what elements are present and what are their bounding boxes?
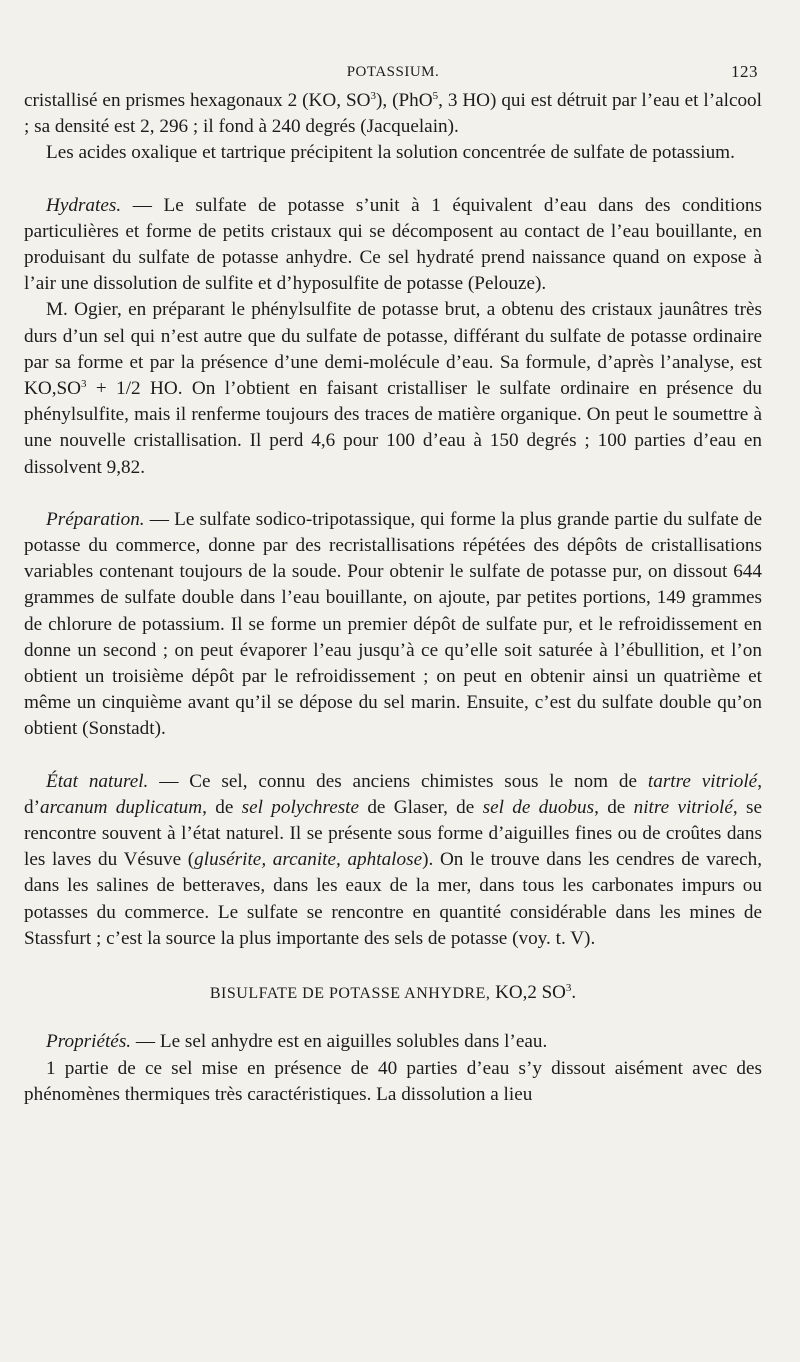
paragraph-label: Hydrates. xyxy=(46,194,122,216)
section-heading xyxy=(24,980,762,1007)
text-run: — Ce sel, connu des anciens chimistes sous le nom de xyxy=(148,770,648,792)
text-run: Les acides oxalique et tartrique précipitent la solution concentrée de sulfate de potassium. xyxy=(46,142,735,164)
paragraph-preparation xyxy=(24,507,762,743)
paragraph-label: Propriétés. xyxy=(46,1031,132,1053)
section-formula: KO,2 SO xyxy=(490,982,566,1004)
superscript: 3 xyxy=(370,90,376,102)
text-run: + 1/2 HO. On l’obtient en faisant cristalliser le sulfate ordinaire en présence du phénylsulfite, mais il renferme toujours des traces de matière organique. On peut le soumettre à une nouvelle cristallisation. Il perd 4,6 pour 100 d’eau à 150 degrés ; 100 parties d’eau en dissolvent 9,82. xyxy=(24,378,762,478)
paragraph-label: État naturel. xyxy=(46,770,149,792)
italic-term: arcanum duplicatum xyxy=(39,796,203,818)
text-run: — Le sulfate sodico-tripotassique, qui forme la plus grande partie du sulfate de potasse du commerce, donne par des recristallisations répétées des dépôts de cristallisations variables contenant toujours de la soude. Pour obtenir le sulfate de potasse pur, on dissout 644 grammes de sulfate double dans l’eau bouillante, on ajoute, par petites portions, 149 grammes de chlorure de potassium. Il se forme un premier dépôt de sulfate pur, et le refroidissement en donne un second ; on peut évaporer l’eau jusqu’à ce qu’elle soit saturée à l’ébullition, et l’on obtient un troisième dépôt par le refroidissement ; on peut en obtenir ainsi un quatrième et même un cinquième avant qu’il se dépose du sel marin. Ensuite, c’est du sulfate double qu’on obtient (Sonstadt). xyxy=(24,508,762,740)
italic-term: tartre vitriolé xyxy=(647,770,758,792)
paragraph-etat-naturel xyxy=(24,769,762,952)
paragraph-proprietes xyxy=(24,1029,762,1055)
paragraph-label: Préparation. xyxy=(46,508,145,530)
text-run: , se rencontre souvent à l’état naturel. Il se présente sous forme d’aiguilles fines ou de croûtes dans les laves du Vésuve ( xyxy=(24,796,762,871)
page-body xyxy=(24,88,762,1108)
italic-term: glusérite, arcanite, aphtalose xyxy=(194,849,423,871)
superscript: 3 xyxy=(81,378,87,391)
paragraph-acides xyxy=(24,140,762,166)
italic-term: sel de duobus xyxy=(482,796,595,818)
running-header xyxy=(24,58,762,88)
text-run: — Le sulfate de potasse s’unit à 1 équivalent d’eau dans des conditions particulières et forme de petits cristaux qui se décomposent au contact de l’eau bouillante, en produisant du sulfate de potasse anhydre. Ce sel hydraté prend naissance quand on expose à l’air une dissolution de sulfite et d’hyposulfite de potasse (Pelouze). xyxy=(24,194,762,295)
text-run: de Glaser, de xyxy=(359,796,483,818)
paragraph-dissolution xyxy=(24,1056,762,1108)
italic-term: nitre vitriolé xyxy=(633,796,733,818)
superscript: 3 xyxy=(565,982,572,995)
text-run: . xyxy=(571,982,577,1004)
text-run: , 3 HO) qui est détruit par l’eau et l’alcool ; sa densité est 2, 296 ; il fond à 240 degrés (Jacquelain). xyxy=(24,90,762,138)
superscript: 5 xyxy=(432,90,439,102)
text-run: ), (PhO xyxy=(376,90,433,111)
text-run: M. Ogier, en préparant le phénylsulfite de potasse brut, a obtenu des cristaux jaunâtres très durs d’un sel qui n’est autre que du sulfate de potasse, différant du sulfate de potasse ordinaire par sa forme et par la présence d’une demi-molécule d’eau. Sa formule, d’après l’analyse, est KO,SO xyxy=(24,299,762,400)
text-run: , de xyxy=(202,796,242,818)
italic-term: sel polychreste xyxy=(241,796,360,818)
text-run: cristallisé en prismes hexagonaux 2 (KO, SO xyxy=(24,90,371,111)
text-run: , d’ xyxy=(24,770,762,818)
paragraph-hydrates xyxy=(24,193,762,298)
text-run: 1 partie de ce sel mise en présence de 40 parties d’eau s’y dissout aisément avec des phénomènes thermiques très caractéristiques. La dissolution a lieu xyxy=(24,1057,762,1105)
section-heading-text: BISULFATE DE POTASSE ANHYDRE, xyxy=(209,985,491,1003)
paragraph-ogier xyxy=(24,297,762,480)
paragraph-continued xyxy=(24,88,762,140)
text-run: — Le sel anhydre est en aiguilles solubles dans l’eau. xyxy=(131,1031,548,1053)
running-title: POTASSIUM. xyxy=(346,64,440,80)
text-run: ). On le trouve dans les cendres de varech, dans les salines de betteraves, dans les eaux de la mer, dans tous les carbonates impurs ou potasses du commerce. Le sulfate se rencontre en quantité considérable dans les mines de Stassfurt ; c’est la source la plus importante des sels de potasse (voy. t. V). xyxy=(24,849,763,949)
page-number: 123 xyxy=(731,62,758,81)
text-run: , de xyxy=(594,796,634,818)
